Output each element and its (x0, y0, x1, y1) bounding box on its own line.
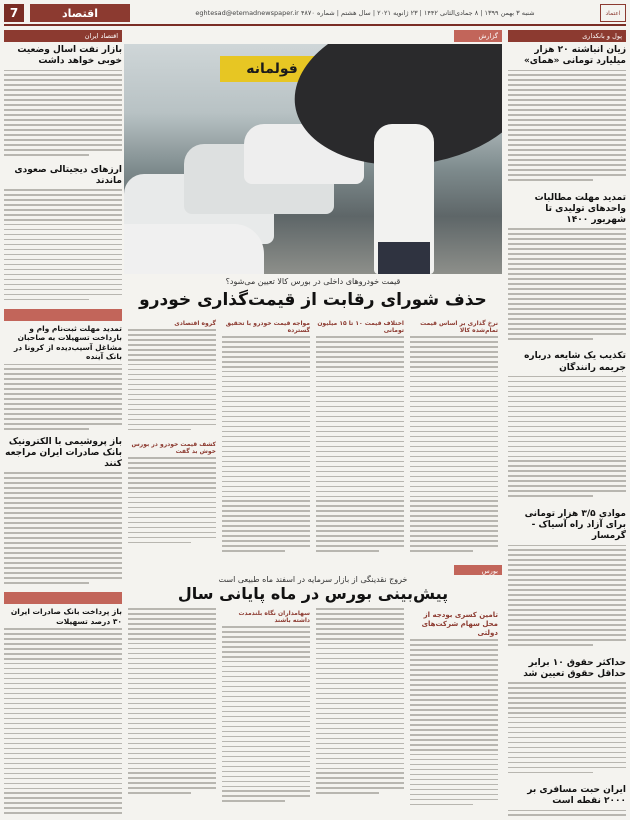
subhead: کشف قیمت خودرو در بورس خوش بد گفت (131, 441, 216, 455)
article-title: حداکثر حقوق ۱۰ برابر حداقل حقوق تعیین شد (523, 657, 626, 679)
bourse-kicker: خروج نقدینگی از بازار سرمایه در اسفند ماه طبیعی است (218, 575, 408, 584)
article-body (410, 639, 498, 814)
left-column-subsection (4, 592, 122, 604)
subhead: سهامداران نگاه بلندمدت داشته باشند (238, 610, 310, 624)
masthead (4, 4, 626, 22)
left-column (4, 30, 122, 816)
article-body (316, 336, 404, 563)
article-body (508, 70, 626, 190)
article-title: زیان انباشته ۲۰ هزار میلیارد تومانی «همای» (523, 45, 626, 67)
article-title: تمدید مهلت ثبت‌نام وام و بارداخت تسهیلات به صاحبان مشاغل آسیب‌دیده از کرونا در بانک آینده (13, 324, 122, 362)
article-body (4, 628, 122, 816)
article-title: تمدید مهلت مطالبات واحدهای تولیدی تا شهریور ۱۴۰۰ (534, 192, 626, 225)
article-title: موادی ۳/۵ هزار تومانی برای آزاد راه آسیاک - گرمسار (524, 508, 626, 542)
text-column (222, 318, 310, 563)
car-market-photo (124, 44, 502, 274)
car-shape (124, 224, 264, 274)
article-title: ایران حبت مسافری بر ۲۰۰۰ نقطه است (527, 785, 626, 807)
left-column-subsection (4, 309, 122, 321)
text-column (410, 608, 498, 814)
article-body (316, 608, 404, 814)
photo-sign: فولمانه (220, 56, 324, 82)
right-column (508, 30, 626, 816)
bourse-article-body (128, 608, 498, 814)
main-article-body (128, 318, 498, 563)
header-rule (4, 24, 626, 26)
subhead: مواجه قیمت خودرو با تحقیق گسترده (225, 320, 310, 334)
article-body (508, 545, 626, 655)
article-body (222, 336, 310, 563)
main-headline: حذف شورای رقابت از قیمت‌گذاری خودرو (139, 290, 487, 310)
article-body (128, 329, 216, 439)
article-body (4, 472, 122, 592)
text-column (128, 318, 216, 563)
subhead: گروه اقتصادی (174, 320, 216, 327)
article-body (128, 608, 216, 814)
article-body (128, 457, 216, 557)
right-column-section: پول و بانکداری (508, 30, 626, 42)
text-column (410, 318, 498, 563)
article-body (4, 189, 122, 309)
bourse-headline-block (124, 575, 502, 603)
page-number: 7 (4, 4, 24, 22)
article-body (4, 364, 122, 434)
article-title: ارزهای دیجیتالی صعودی ماندند (14, 164, 122, 186)
text-column (222, 608, 310, 814)
subhead: تامین کسری بودجه از محل سهام شرکت‌های دولتی (421, 611, 498, 637)
text-column (316, 318, 404, 563)
bourse-headline: پیش‌بینی بورس در ماه پایانی سال (177, 584, 449, 603)
person-legs-shape (378, 242, 430, 274)
report-label: گزارش (454, 30, 502, 42)
center-section-bar (124, 30, 502, 42)
text-column (128, 608, 216, 814)
subhead: نرخ گذاری بر اساس قیمت تمام‌شده کالا (420, 320, 498, 334)
bourse-label: بورس (454, 565, 502, 575)
article-body (508, 228, 626, 348)
bourse-section-bar (124, 565, 502, 575)
article-body (4, 70, 122, 162)
article-body (508, 810, 626, 817)
section-title: اقتصاد (30, 4, 130, 22)
article-title: باز پرداخت بانک صادرات ایران ۳۰ درصد تسهیلات (10, 607, 122, 626)
left-column-section: اقتصاد ایران (4, 30, 122, 42)
text-column (316, 608, 404, 814)
newspaper-logo: اعتماد (600, 4, 626, 22)
article-body (410, 336, 498, 563)
issue-info: eghtesad@etemadnewspaper.ir شنبه ۳ بهمن ۱۳۹۹ | ۸ جمادی‌الثانی ۱۴۴۲ | ۲۳ ژانویه ۲۰۲۱ | سال هشتم | شماره ۴۸۷۰ (195, 9, 535, 17)
article-title: تکذیب یک شایعه درباره جریمه رانندگان (524, 351, 626, 373)
article-title: بازار نفت اسال وضعیت خوبی خواهد داشت (17, 45, 122, 67)
subhead: اختلاف قیمت ۱۰ تا ۱۵ میلیون تومانی (317, 320, 404, 334)
article-body (508, 376, 626, 506)
article-title: باز پروشیمی با الکترونیک بانک صادرات ایران مراجعه کنند (5, 436, 122, 469)
kicker: قیمت خودروهای داخلی در بورس کالا تعیین می‌شود؟ (225, 277, 401, 286)
article-body (222, 626, 310, 814)
article-body (508, 682, 626, 782)
